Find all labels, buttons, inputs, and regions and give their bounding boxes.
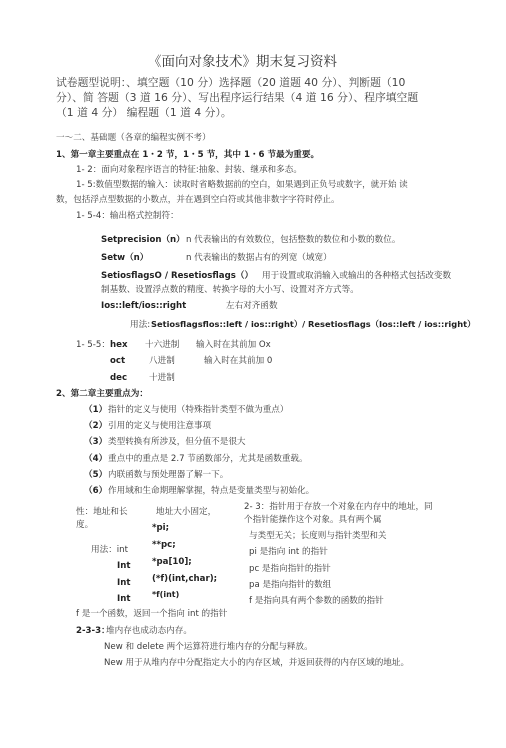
pointer-code-pc: **pc; [152,540,176,550]
int-keyword-2: Int [117,578,131,588]
intro-line-2: 分）、简 答题（3 道 16 分）、写出程序运行结果（4 道 16 分）、程序填空题 [56,91,419,104]
int-keyword-3: Int [117,594,131,604]
hex-note: 输入时在其前加 Ox [196,340,271,350]
ch2-item-3-text: 类型转换有所涉及，但分值不是很大 [108,437,246,447]
section-1-5-4: 1- 5-4：输出格式控制符： [76,211,179,221]
setprecision-name: Setprecision（n） [101,235,185,245]
setw-name: Setw（n） [101,253,149,263]
ch2-item-3-num: （3） [84,437,108,447]
address-size-fixed: 地址大小固定， [156,507,217,517]
dec-keyword: dec [110,373,128,383]
section-2-3-3-label: 2-3-3： [76,626,110,636]
section-basic-heading: 一～二、基础题（各章的编程实例不考） [56,133,211,143]
usage-prefix: 用法: [130,320,151,330]
chapter-2-heading: 2、第二章主要重点为： [56,389,148,399]
pointer-desc-pa: pa 是指向指针的数组 [249,580,332,590]
oct-keyword: oct [110,356,126,366]
ch2-item-1-text: 指针的定义与使用（特殊指针类型不做为重点） [108,405,289,415]
pointer-desc-pc: pc 是指向指针的指针 [249,564,331,574]
ch2-item-6-text: 作用域和生命期理解掌握，特点是变量类型与初始化。 [108,486,315,496]
ios-left-right-name: Ios::left/ios::right [101,301,187,311]
setiosflags-name: SetiosflagsO / Resetiosflags（） [101,271,254,281]
pointer-code-pi: *pi; [152,523,170,533]
section-1-5-5: 1- 5-5： [76,340,110,350]
ch2-item-1-num: （1） [84,405,108,415]
ios-left-right-desc: 左右对齐函数 [226,301,278,311]
usage-code: Setiosflagsflos::left / ios::right）/ Resetiosflags（Ios::left / ios::right） [151,319,476,329]
ch2-item-5-text: 内联函数与预处理器了解一下。 [108,470,229,480]
section-1-2: 1- 2：面向对象程序语言的特征:抽象、封装、继承和多态。 [76,165,302,175]
setprecision-desc: n 代表输出的有效数位，包括整数的数位和小数的数位。 [186,235,401,245]
ch2-item-2-num: （2） [84,421,108,431]
setiosflags-desc: 用于设置或取消输入或输出的各种格式包括改变数 [262,271,452,281]
function-return-note: f 是一个函数，返回一个指向 int 的指针 [76,609,228,619]
ch2-item-4-num: （4） [84,454,108,464]
section-1-5-line-1: 1- 5:数值型数据的输入：读取时省略数据前的空白，如果遇到正负号或数字，就开始 读 [76,180,408,190]
ch2-item-6-num: （6） [84,486,108,496]
section-1-5-line-2: 数，包括浮点型数据的小数点，并在遇到空白符或其他非数字字符时停止。 [56,195,340,205]
section-2-3-3-text: 堆内存也成动态内存。 [106,626,192,636]
new-operator-desc: New 用于从堆内存中分配指定大小的内存区域，并返回获得的内存区域的地址。 [104,658,410,668]
intro-line-3: （1 道 4 分） 编程题（1 道 4 分）。 [56,106,232,119]
pointer-property-line-2: 度。 [76,520,94,530]
section-2-3-line-2: 个指针能操作这个对象。具有两个属 [244,515,382,525]
hex-keyword: hex [110,340,128,350]
setw-desc: n 代表输出的数据占有的列宽（域宽） [186,253,332,263]
hex-desc: 十六进制 [145,340,180,350]
new-delete-desc: New 和 delete 两个运算符进行堆内存的分配与释放。 [104,642,313,652]
int-keyword-1: Int [117,561,131,571]
intro-line-1: 试卷题型说明：、填空题（10 分）选择题（20 道题 40 分）、判断题（10 [56,76,406,89]
chapter-1-heading: 1、第一章主要重点在 1・2 节，1・5 节，其中 1・6 节最为重要。 [56,150,320,160]
section-2-3-line-3: 与类型无关；长度则与指针类型和关 [249,531,387,541]
ch2-item-5-num: （5） [84,470,108,480]
ch2-item-2-text: 引用的定义与使用注意事项 [108,421,212,431]
oct-note: 输入时在其前加 0 [204,356,273,366]
pointer-code-pa: *pa[10]; [152,557,192,567]
pointer-property-line-1: 性：地址和长 [76,507,128,517]
pointer-desc-func-ptr: f 是指向具有两个参数的函数的指针 [249,596,384,606]
oct-desc: 八进制 [149,356,175,366]
setiosflags-desc-2: 制基数、设置浮点数的精度、转换字母的大小写、设置对齐方式等。 [101,285,359,295]
page-title: 《面向对象技术》期末复习资料 [148,54,337,70]
ch2-item-4-text: 重点中的重点是 2.7 节函数部分，尤其是函数重载。 [108,454,308,464]
pointer-desc-pi: pi 是指向 int 的指针 [249,547,328,557]
pointer-code-func-ptr: (*f)(int,char); [152,574,218,584]
dec-desc: 十进制 [149,373,175,383]
section-2-3-heading: 2- 3：指针用于存放一个对象在内存中的地址，同 [244,502,433,512]
pointer-code-func: *f(int) [152,590,180,599]
pointer-usage-label: 用法：int [91,545,128,555]
